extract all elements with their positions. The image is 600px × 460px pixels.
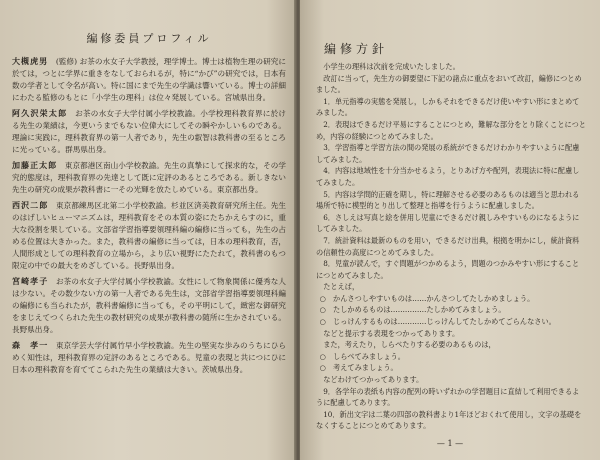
member-bio: お茶の水女子大学付属小学校教諭。小学校理科教育界に於ける先生の業績は，今更いうまでもない位偉大にしてその瞬やかしいものである。理論に実践に，理科教育界の第一人者であり，先生の叡智は教科書の至るところに光っている。群馬県出身。 xyxy=(12,109,287,154)
policy-line: 10．新出文字は二葉の四部の教科書より1年ほどおくれて使用し，文字の基礎をなくすることにつとめてあります。 xyxy=(316,409,582,431)
policy-line: たとえば， xyxy=(323,282,360,292)
policy-line: 2．表現はできるだけ平易にすることにつとめ，難解な部分をとり除くことにつとめ，内容の経験につとめてみました。 xyxy=(316,119,586,141)
policy-line: ○ しらべてみましょう。 xyxy=(319,351,405,361)
policy-line: 3．学習指導と学習方法の間の発展の系統ができるだけわかりやすいように配慮してみました。 xyxy=(316,143,580,164)
policy-line: 改訂に当って，先生方の御要望に下記の諸点に重点をおいて改訂，編修につとめました。 xyxy=(316,73,582,95)
policy-line: 小学生の理科は次前を完成いたしました。 xyxy=(323,62,460,71)
profile-entry xyxy=(12,108,286,156)
member-name: 阿久沢栄太郎 xyxy=(12,109,68,118)
member-name: 大槻虎男 xyxy=(12,57,49,66)
profile-list xyxy=(12,56,286,376)
member-name: 加藤正太郎 xyxy=(12,161,58,170)
policy-line: などわけてつかってあります。 xyxy=(323,375,424,385)
policy-title: 編修方針 xyxy=(324,42,389,56)
policy-line: 1．单元指導の実態を発展し，しかもそれをできるだけ使いやすい形にまとめてみました。 xyxy=(316,96,580,118)
member-bio: (監修) お茶の水女子大学教授，理学博士。博士は植物生理の研究に於ては，つとに学界に重きをなしておられるが，特に“かび”の研究では，日本有数の学者として令名が高い。特に国にまで先生の学識は響いている。博士の詳細にわたる監修のもとに「小学生の理科」は位々発展している。宮城県出身。 xyxy=(12,57,287,102)
member-name: 西沢二郎 xyxy=(12,201,49,210)
profile-entry xyxy=(12,340,286,376)
policy-line: 6．さしえは写真と絵を併用し児童にできるだけ親しみやすいものになるようにしてみました。 xyxy=(316,212,580,234)
profile-entry xyxy=(12,276,286,336)
policy-line: 4．内容は地域性を十分当かせるよう，とりあげ方や配列，表現法に特に配慮してみました。 xyxy=(316,166,580,187)
member-bio: 東京都港区南山小学校教諭。先生の真摯にして探求的な，その学究的態度は，理科教育界の先達として既に定評のあるところである。新しきない先生の研究の成果が教科書に一その光輝を放たしめている。東京都出身。 xyxy=(12,161,287,194)
member-bio: 東京都練馬区北第二小学校教諭。杉並区済美教育研究所主任。先生のはげしいヒューマニズムは，理科教育をその本質の姿にたちかえらすのに，重大な役割を果している。文部省学習指導要領理科編の編修に当っても，先生の占める位置は大きかった。また，教科書の編修に当っては，日本の理科教育，否，人間形成としての理科教育の立場から，より広い視野にたたれて，教科書のもつ限定の中での最大をめざしている。長野県出身。 xyxy=(12,201,287,270)
member-name: 宮崎孝子 xyxy=(12,277,49,286)
member-name: 森 孝一 xyxy=(12,341,49,350)
profile-entry xyxy=(12,160,286,196)
member-bio: お茶の水女子大学付属小学校教諭。女性にして物象関係に優秀な人は少ない。その数少ない方の第一人者である先生は，文部省学習指導要領理科編の編修にも当られたが，教科書編修に当っても，その平明にして，緻密な御研究をまじえてつくられた先生の教材研究の成果が教科書の随所に生かされている。長野県出身。 xyxy=(12,277,287,334)
policy-line: ○ じっけんするものは…………じっけんしてたしかめてごらんなさい。 xyxy=(319,317,556,327)
left-page xyxy=(0,0,296,460)
policy-line: また，考えたり，しらべたりする必要のあるものは， xyxy=(323,340,496,350)
profile-entry xyxy=(12,200,286,272)
policy-line: ○ かんさつしやすいものは……かんさつしてたしかめましょう。 xyxy=(319,293,535,303)
policy-line: 9．各学年の表紙も内容の配列の時いずれかの学習題目に直結して利用できるように配慮してあります。 xyxy=(316,386,580,408)
right-page xyxy=(300,0,600,460)
policy-line: などと提示する表現をつかってあります。 xyxy=(323,328,460,338)
policy-line: 5．内容は学問的正確を期し，特に理解させる必要のあるものは適当と思われる場所で特に模型的とり出して整理と指導を行うように配慮しました。 xyxy=(316,189,580,211)
policy-line: 8．児童が読んで，すぐ問題がつかめるよう，問題のつかみやすい形にすることにつとめてみました。 xyxy=(316,259,580,280)
member-bio: 東京学芸大学付属竹早小学校教諭。先生の堅実な歩みのうちにひらめく知性は，理科教育界の定評のあるところである。児童の表現と共につにひに日本の理科教育を育ててこられた先生の業績は大きい。茨城県出身。 xyxy=(12,341,287,374)
policy-line: ○ 考えてみましょう。 xyxy=(319,363,398,373)
policy-body xyxy=(316,61,586,432)
page-number: — 1 — xyxy=(436,439,464,448)
policy-line: 7．統計資料は最新のものを用い，できるだけ出典，根拠を明かにし，統計資料の信頼性の高度につとめてみました。 xyxy=(316,235,580,257)
policy-line: ○ たしかめるものは……………たしかめてみましょう。 xyxy=(319,305,506,315)
profile-title: 編修委員プロフィル xyxy=(86,32,212,45)
profile-entry xyxy=(12,56,286,104)
